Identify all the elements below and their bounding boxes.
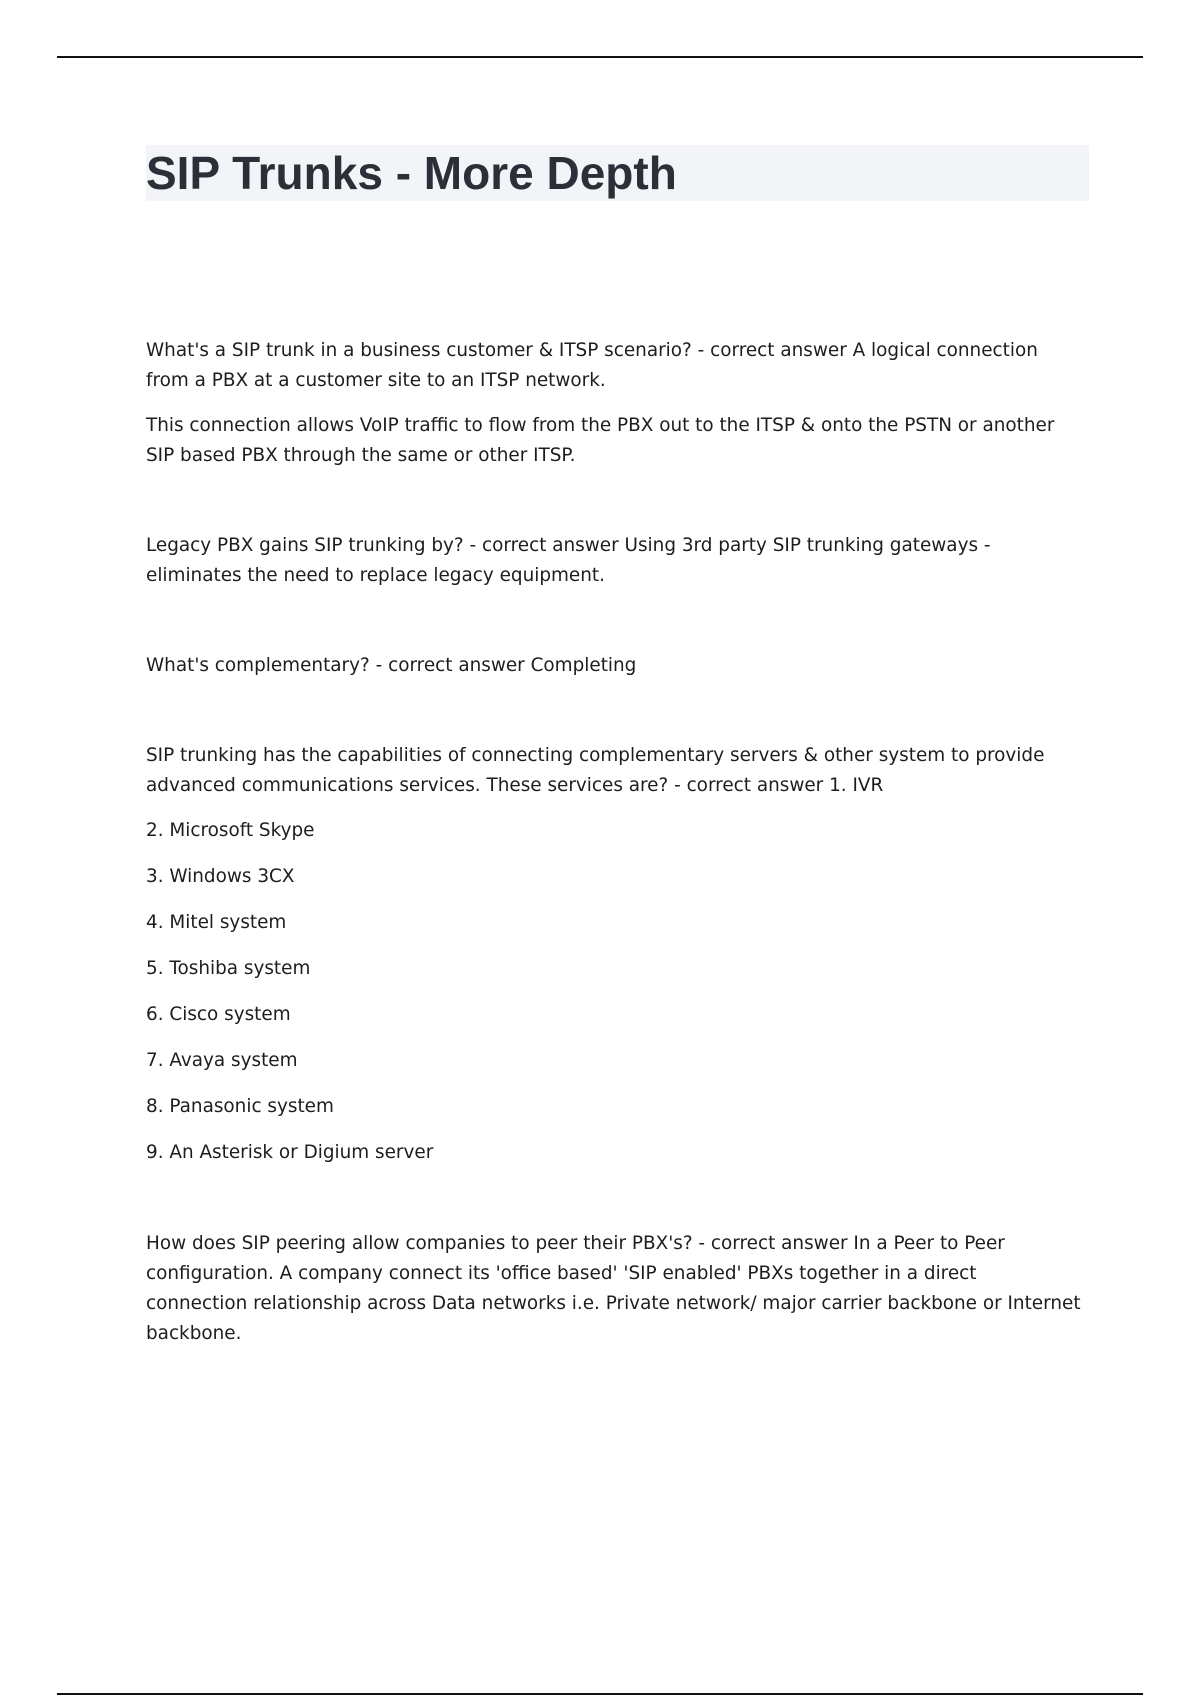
list-item: 7. Avaya system [146,1050,298,1071]
list-item: 9. An Asterisk or Digium server [146,1142,434,1163]
qa-entry-sip-peering [146,1229,1081,1349]
qa-entry-legacy-pbx [146,531,1081,591]
qa-paragraph: What's a SIP trunk in a business customer & ITSP scenario? - correct answer A logical connection from a PBX at a customer site to an ITSP network. [146,340,1038,391]
list-item: 3. Windows 3CX [146,866,295,887]
qa-paragraph: This connection allows VoIP traffic to flow from the PBX out to the ITSP & onto the PSTN or another SIP based PBX through the same or other ITSP. [146,415,1055,466]
qa-paragraph: Legacy PBX gains SIP trunking by? - correct answer Using 3rd party SIP trunking gateways - eliminates the need to replace legacy equipment. [146,535,991,586]
section-spacer [146,486,1081,531]
list-item: 2. Microsoft Skype [146,820,315,841]
list-item: 6. Cisco system [146,1004,291,1025]
qa-paragraph: SIP trunking has the capabilities of connecting complementary servers & other system to provide advanced communications services. These services are? - correct answer 1. IVR [146,745,1045,796]
qa-entry-sip-trunk [146,336,1081,471]
section-spacer [146,1184,1081,1229]
list-item: 8. Panasonic system [146,1096,334,1117]
list-item: 4. Mitel system [146,912,287,933]
page-title: SIP Trunks - More Depth [146,147,677,199]
qa-paragraph: What's complementary? - correct answer Completing [146,655,637,676]
section-spacer [146,696,1081,741]
top-rule [57,56,1143,58]
qa-entry-services [146,741,1081,1168]
document-body [146,336,1081,1364]
list-item: 5. Toshiba system [146,958,311,979]
section-spacer [146,606,1081,651]
qa-paragraph: How does SIP peering allow companies to peer their PBX's? - correct answer In a Peer to Peer configuration. A company connect its 'office based' 'SIP enabled' PBXs together in a direct connection relationship across Data networks i.e. Private network/ major carrier backbone or Internet backbone. [146,1233,1081,1344]
qa-entry-complementary [146,651,1081,681]
bottom-rule [57,1693,1143,1695]
